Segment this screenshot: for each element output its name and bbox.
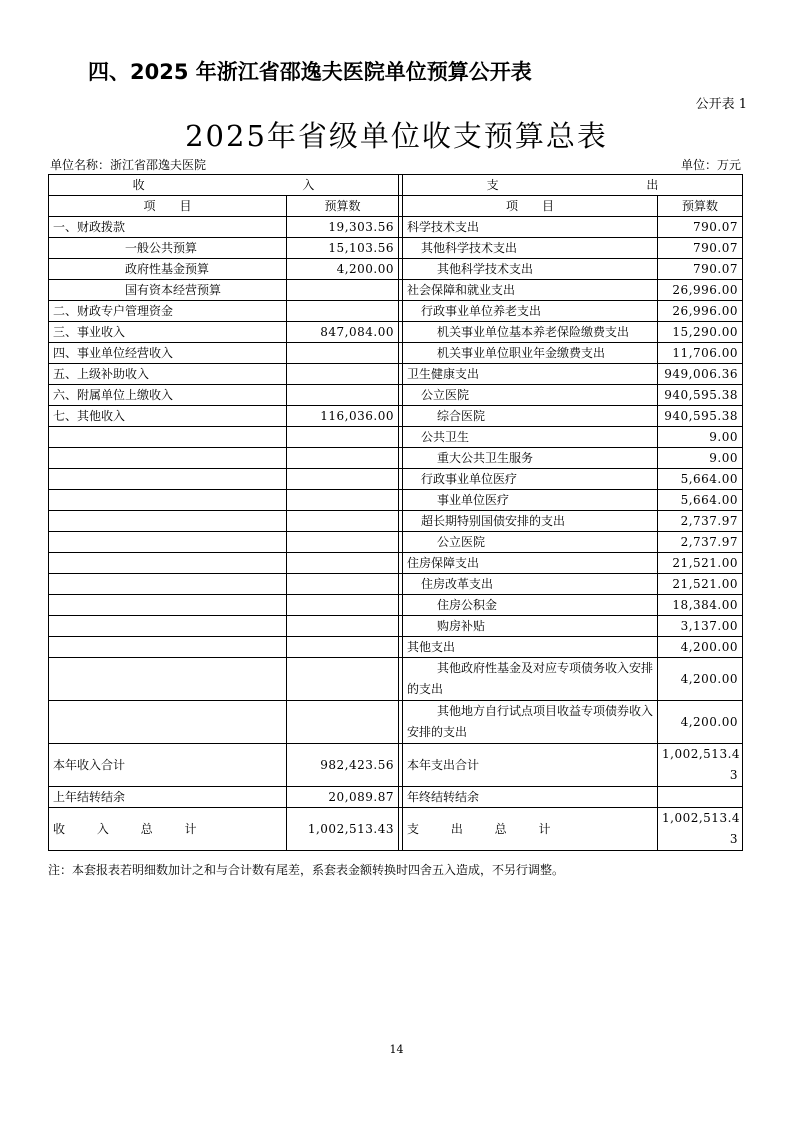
expense-amount: 9.00 <box>658 427 743 448</box>
table-row <box>49 280 743 301</box>
income-amount <box>287 511 399 532</box>
income-amount <box>287 364 399 385</box>
carry-out-label: 年终结转结余 <box>403 787 658 808</box>
expense-item: 社会保障和就业支出 <box>403 280 658 301</box>
expense-amount: 21,521.00 <box>658 553 743 574</box>
income-amount <box>287 490 399 511</box>
carry-in-value: 20,089.87 <box>287 787 399 808</box>
expense-header <box>403 175 743 196</box>
income-item: 一、财政拨款 <box>49 217 287 238</box>
year-expense-value-line1: 1,002,513.4 <box>662 747 741 761</box>
income-amount: 19,303.56 <box>287 217 399 238</box>
income-item: 五、上级补助收入 <box>49 364 287 385</box>
expense-item: 事业单位医疗 <box>403 490 658 511</box>
income-amount <box>287 469 399 490</box>
expense-item: 公共卫生 <box>403 427 658 448</box>
income-item: 一般公共预算 <box>49 238 287 259</box>
page-number: 14 <box>389 1043 404 1056</box>
income-item <box>49 701 287 744</box>
income-item: 国有资本经营预算 <box>49 280 287 301</box>
income-item <box>49 616 287 637</box>
income-item <box>49 637 287 658</box>
income-amount <box>287 385 399 406</box>
table-row <box>49 406 743 427</box>
table-row <box>49 574 743 595</box>
expense-item: 卫生健康支出 <box>403 364 658 385</box>
income-amount: 116,036.00 <box>287 406 399 427</box>
unit-name: 单位名称：浙江省邵逸夫医院 <box>50 158 207 172</box>
income-amount <box>287 448 399 469</box>
budget-table <box>48 174 743 851</box>
expense-item: 重大公共卫生服务 <box>403 448 658 469</box>
expense-amount: 2,737.97 <box>658 511 743 532</box>
expense-amount: 2,737.97 <box>658 532 743 553</box>
income-header-left: 收 <box>132 178 145 192</box>
col-expense-amount: 预算数 <box>658 196 743 217</box>
expense-amount: 4,200.00 <box>658 658 743 701</box>
income-amount <box>287 343 399 364</box>
year-expense-value-line2: 3 <box>729 768 738 782</box>
table-row <box>49 343 743 364</box>
table-row <box>49 301 743 322</box>
col-income-amount: 预算数 <box>287 196 399 217</box>
expense-amount: 949,006.36 <box>658 364 743 385</box>
income-item: 政府性基金预算 <box>49 259 287 280</box>
table-row <box>49 259 743 280</box>
income-amount <box>287 637 399 658</box>
table-row <box>49 553 743 574</box>
income-item <box>49 511 287 532</box>
col-income-item: 项 目 <box>49 196 287 217</box>
expense-amount: 18,384.00 <box>658 595 743 616</box>
income-amount <box>287 301 399 322</box>
table-row <box>49 469 743 490</box>
expense-amount: 790.07 <box>658 259 743 280</box>
income-amount <box>287 532 399 553</box>
expense-total-value-line2: 3 <box>729 832 738 846</box>
expense-item: 综合医院 <box>403 406 658 427</box>
income-item: 七、其他收入 <box>49 406 287 427</box>
expense-header-left: 支 <box>486 178 499 192</box>
income-total-value: 1,002,513.43 <box>287 808 399 851</box>
income-header <box>49 175 399 196</box>
income-total-label: 收 入 总 计 <box>49 808 287 851</box>
currency-unit: 单位：万元 <box>680 158 741 172</box>
expense-amount: 26,996.00 <box>658 301 743 322</box>
table-row <box>49 595 743 616</box>
table-row <box>49 427 743 448</box>
income-amount <box>287 553 399 574</box>
expense-item: 其他科学技术支出 <box>403 238 658 259</box>
income-amount: 15,103.56 <box>287 238 399 259</box>
table-row <box>49 217 743 238</box>
expense-item: 其他地方自行试点项目收益专项债券收入安排的支出 <box>403 701 658 744</box>
expense-amount: 21,521.00 <box>658 574 743 595</box>
grand-total-row <box>49 808 743 851</box>
expense-amount: 790.07 <box>658 238 743 259</box>
income-header-right: 入 <box>302 178 315 192</box>
income-amount <box>287 427 399 448</box>
expense-item: 其他支出 <box>403 637 658 658</box>
expense-amount: 940,595.38 <box>658 406 743 427</box>
expense-amount: 11,706.00 <box>658 343 743 364</box>
income-item <box>49 469 287 490</box>
expense-item: 机关事业单位基本养老保险缴费支出 <box>403 322 658 343</box>
table-row <box>49 511 743 532</box>
expense-item: 住房公积金 <box>403 595 658 616</box>
expense-item: 超长期特别国债安排的支出 <box>403 511 658 532</box>
table-row <box>49 490 743 511</box>
income-amount <box>287 616 399 637</box>
income-item <box>49 574 287 595</box>
expense-amount: 15,290.00 <box>658 322 743 343</box>
year-expense-label: 本年支出合计 <box>403 744 658 787</box>
expense-amount: 4,200.00 <box>658 701 743 744</box>
expense-item: 公立医院 <box>403 385 658 406</box>
expense-header-right: 出 <box>646 178 659 192</box>
income-amount: 4,200.00 <box>287 259 399 280</box>
column-header-row <box>49 196 743 217</box>
col-expense-item: 项 目 <box>403 196 658 217</box>
income-amount <box>287 280 399 301</box>
expense-amount: 790.07 <box>658 217 743 238</box>
table-row <box>49 616 743 637</box>
expense-item: 机关事业单位职业年金缴费支出 <box>403 343 658 364</box>
expense-amount: 9.00 <box>658 448 743 469</box>
income-amount <box>287 701 399 744</box>
expense-item: 购房补贴 <box>403 616 658 637</box>
expense-amount: 26,996.00 <box>658 280 743 301</box>
carry-in-label: 上年结转结余 <box>49 787 287 808</box>
income-item <box>49 490 287 511</box>
year-income-label: 本年收入合计 <box>49 744 287 787</box>
income-item: 四、事业单位经营收入 <box>49 343 287 364</box>
table-row <box>49 238 743 259</box>
income-amount <box>287 574 399 595</box>
income-item <box>49 532 287 553</box>
table-row <box>49 532 743 553</box>
year-income-value: 982,423.56 <box>287 744 399 787</box>
table-row <box>49 637 743 658</box>
expense-amount: 3,137.00 <box>658 616 743 637</box>
income-item: 二、财政专户管理资金 <box>49 301 287 322</box>
form-number: 公开表 1 <box>695 97 747 112</box>
table-title: 2025年省级单位收支预算总表 <box>185 119 608 153</box>
table-row <box>49 701 743 744</box>
income-item <box>49 658 287 701</box>
income-item: 六、附属单位上缴收入 <box>49 385 287 406</box>
income-item <box>49 595 287 616</box>
expense-item: 住房保障支出 <box>403 553 658 574</box>
expense-total-label: 支 出 总 计 <box>403 808 658 851</box>
year-total-row <box>49 744 743 787</box>
expense-item: 行政事业单位养老支出 <box>403 301 658 322</box>
table-row <box>49 658 743 701</box>
income-amount <box>287 595 399 616</box>
table-row <box>49 364 743 385</box>
table-row <box>49 448 743 469</box>
income-item <box>49 553 287 574</box>
expense-item: 行政事业单位医疗 <box>403 469 658 490</box>
table-header-row <box>49 175 743 196</box>
expense-total-value <box>658 808 743 851</box>
carry-over-row <box>49 787 743 808</box>
carry-out-value <box>658 787 743 808</box>
expense-amount: 5,664.00 <box>658 490 743 511</box>
table-row <box>49 322 743 343</box>
section-heading: 四、2025 年浙江省邵逸夫医院单位预算公开表 <box>88 60 532 84</box>
expense-item: 其他政府性基金及对应专项债务收入安排的支出 <box>403 658 658 701</box>
expense-amount: 4,200.00 <box>658 637 743 658</box>
income-amount: 847,084.00 <box>287 322 399 343</box>
year-expense-value <box>658 744 743 787</box>
footnote: 注：本套报表若明细数加计之和与合计数有尾差，系套表金额转换时四舍五入造成，不另行调整。 <box>48 863 565 877</box>
expense-amount: 940,595.38 <box>658 385 743 406</box>
income-item <box>49 448 287 469</box>
expense-item: 住房改革支出 <box>403 574 658 595</box>
expense-item: 科学技术支出 <box>403 217 658 238</box>
income-amount <box>287 658 399 701</box>
expense-total-value-line1: 1,002,513.4 <box>662 811 741 825</box>
income-item: 三、事业收入 <box>49 322 287 343</box>
income-item <box>49 427 287 448</box>
expense-item: 公立医院 <box>403 532 658 553</box>
expense-amount: 5,664.00 <box>658 469 743 490</box>
table-row <box>49 385 743 406</box>
expense-item: 其他科学技术支出 <box>403 259 658 280</box>
